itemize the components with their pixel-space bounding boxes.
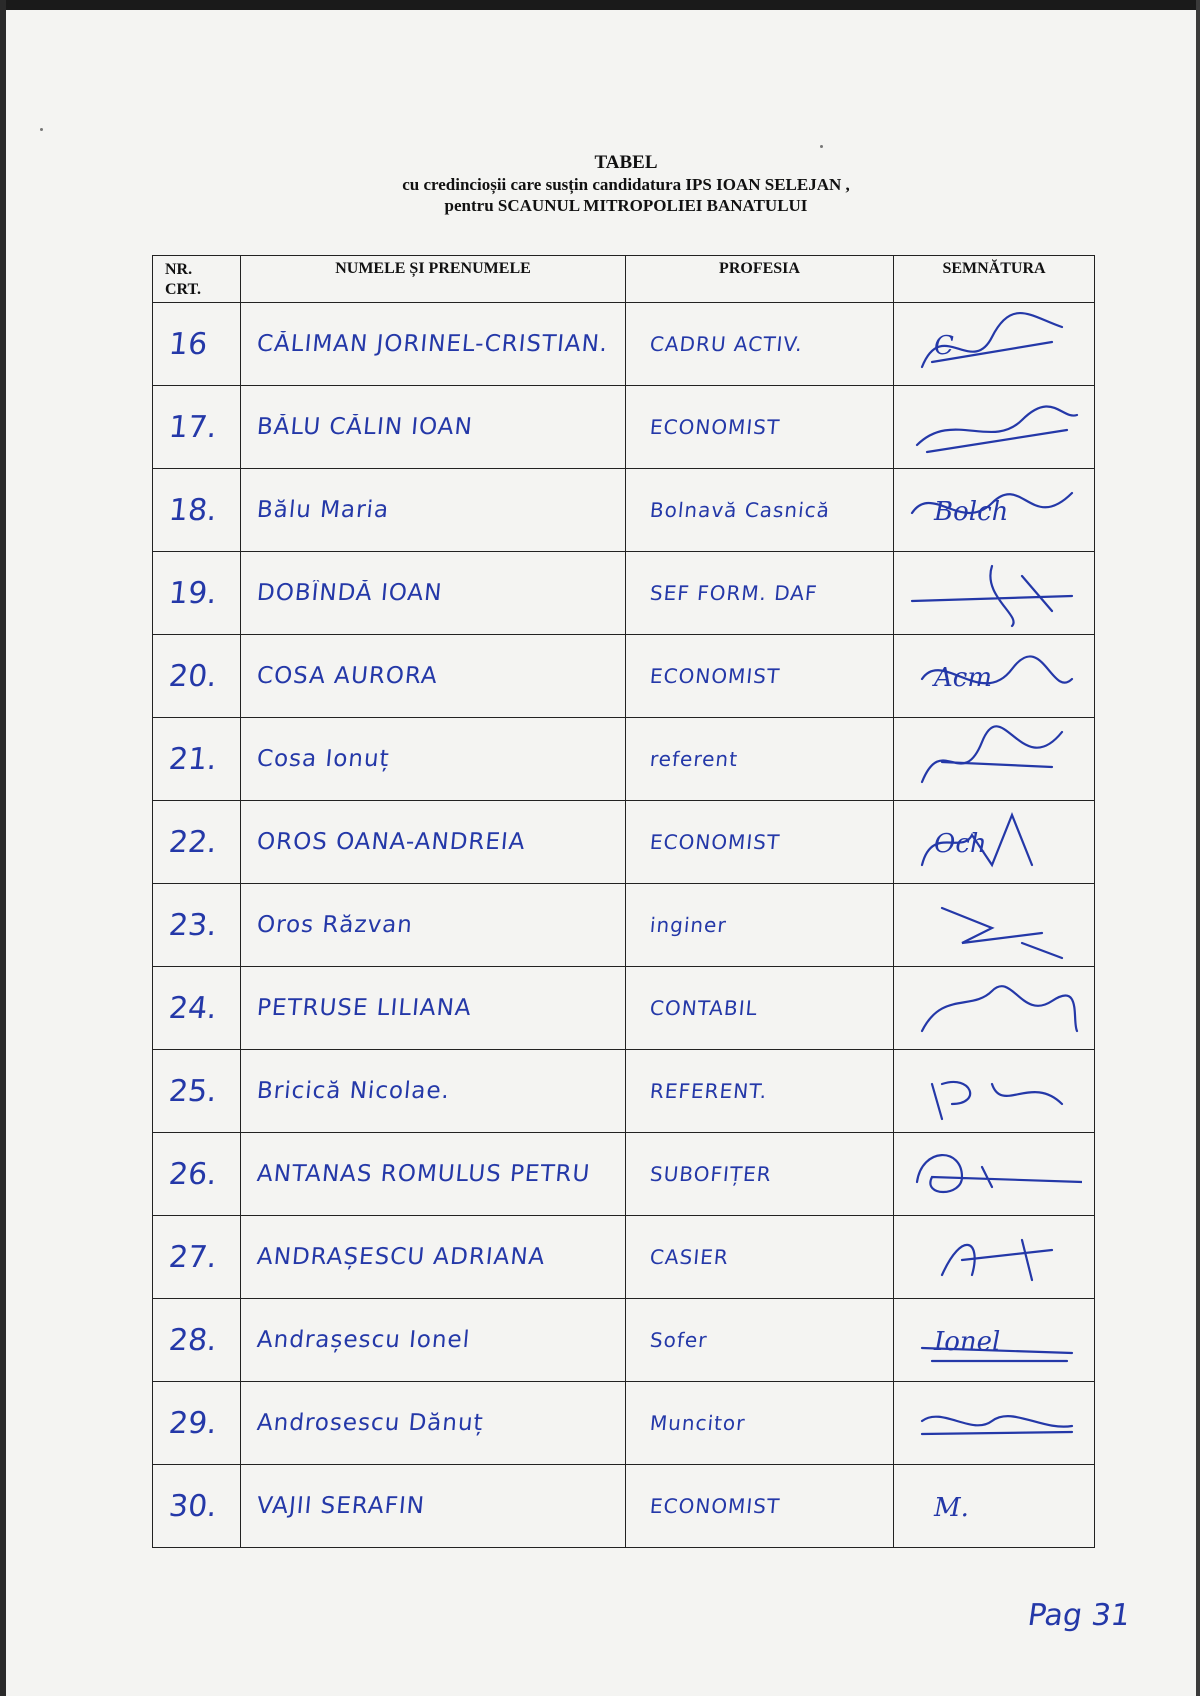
person-profession: REFERENT. [648,1079,769,1103]
column-header-signature: SEMNĂTURA [894,256,1095,303]
signature-scribble [902,722,1082,796]
row-number: 16 [167,326,210,362]
signature-cell [894,635,1095,718]
row-number-cell [153,884,241,967]
signature-cell [894,718,1095,801]
person-profession: CADRU ACTIV. [648,332,804,356]
profession-cell [626,303,894,386]
person-name: Bălu Maria [255,497,391,523]
person-profession: Sofer [648,1328,709,1352]
document-subtitle: cu credincioșii care susțin candidatura IPS IOAN SELEJAN , [402,175,850,194]
table-row [153,386,1095,469]
person-profession: referent [648,747,740,771]
signature-scribble [902,1137,1082,1211]
row-number-cell [153,1216,241,1299]
signature-cell [894,801,1095,884]
row-number: 29. [167,1405,219,1441]
row-number: 28. [167,1322,219,1358]
person-name: CĂLIMAN JORINEL-CRISTIAN. [255,331,610,357]
signature-stroke [942,1240,1052,1280]
table-row [153,967,1095,1050]
row-number-cell [153,1133,241,1216]
profession-cell [626,469,894,552]
person-name: COSA AURORA [255,663,439,689]
row-number: 27. [167,1239,219,1275]
person-profession: CONTABIL [648,996,759,1020]
row-number-cell [153,386,241,469]
name-cell [241,801,626,884]
row-number-cell [153,1382,241,1465]
profession-cell [626,801,894,884]
name-cell [241,386,626,469]
row-number-cell [153,635,241,718]
supporters-table [152,255,1095,1548]
signature-cell [894,1133,1095,1216]
name-cell [241,1299,626,1382]
table-row [153,801,1095,884]
table-row [153,1299,1095,1382]
signature-text: M. [934,1493,969,1523]
signature-cell [894,386,1095,469]
profession-cell [626,967,894,1050]
row-number: 26. [167,1156,219,1192]
signature-text: Och [934,829,987,859]
profession-cell [626,1299,894,1382]
table-row [153,469,1095,552]
row-number-cell [153,303,241,386]
name-cell [241,1133,626,1216]
person-name: ANTANAS ROMULUS PETRU [255,1161,592,1187]
signature-stroke [942,908,1062,958]
row-number: 23. [167,907,219,943]
column-header-nr-label: NR. CRT. [165,261,202,298]
column-header-name: NUMELE ȘI PRENUMELE [241,256,626,303]
signature-scribble [902,888,1082,962]
signature-cell [894,1299,1095,1382]
signature-stroke [912,566,1072,626]
signature-text: Acm [934,663,992,693]
column-header-profession: PROFESIA [626,256,894,303]
profession-cell [626,552,894,635]
person-profession: ECONOMIST [648,415,782,439]
person-name: PETRUSE LILIANA [255,995,473,1021]
row-number-cell [153,801,241,884]
profession-cell [626,1465,894,1548]
row-number-cell [153,718,241,801]
scan-speck [820,145,823,148]
row-number: 21. [167,741,219,777]
scan-speck [40,128,43,131]
name-cell [241,1216,626,1299]
name-cell [241,884,626,967]
scan-edge [0,0,1200,10]
signature-scribble [902,639,1082,713]
table-row [153,718,1095,801]
document-title: TABEL [594,152,658,173]
table-row [153,552,1095,635]
row-number: 18. [167,492,219,528]
table-row [153,1382,1095,1465]
name-cell [241,967,626,1050]
table-header-row [153,256,1095,303]
scan-edge [0,0,6,1696]
name-cell [241,1465,626,1548]
column-header-nr [153,256,241,303]
name-cell [241,469,626,552]
name-cell [241,303,626,386]
profession-cell [626,1216,894,1299]
person-profession: ECONOMIST [648,830,782,854]
person-profession: SUBOFIȚER [648,1162,773,1186]
name-cell [241,1050,626,1133]
signature-stroke [922,986,1077,1031]
table-row [153,884,1095,967]
signature-cell [894,1382,1095,1465]
row-number: 17. [167,409,219,445]
person-name: DOBÎNDĂ IOAN [255,580,444,606]
signature-text: Bolch [934,497,1009,527]
person-name: OROS OANA-ANDREIA [255,829,527,855]
row-number-cell [153,469,241,552]
person-name: Bricică Nicolae. [255,1078,452,1104]
row-number: 19. [167,575,219,611]
person-name: VAJII SERAFIN [255,1493,426,1519]
signature-cell [894,303,1095,386]
table-row [153,1050,1095,1133]
signature-stroke [917,406,1077,452]
row-number-cell [153,1465,241,1548]
signature-scribble [902,1220,1082,1294]
signature-cell [894,1216,1095,1299]
person-name: ANDRAȘESCU ADRIANA [255,1244,547,1270]
profession-cell [626,635,894,718]
name-cell [241,1382,626,1465]
table-row [153,303,1095,386]
signature-scribble [902,1054,1082,1128]
row-number: 30. [167,1488,219,1524]
signature-cell [894,1050,1095,1133]
person-profession: Bolnavă Casnică [648,498,832,522]
table-row [153,1465,1095,1548]
row-number-cell [153,1050,241,1133]
profession-cell [626,884,894,967]
name-cell [241,552,626,635]
signature-scribble [902,390,1082,464]
signature-stroke [922,1416,1072,1434]
person-name: Cosa Ionuț [255,746,391,772]
page-number-note: Pag 31 [1025,1598,1133,1633]
document-header [150,152,1102,216]
signature-scribble [902,556,1082,630]
signature-scribble [902,307,1082,381]
person-name: Androsescu Dănuț [255,1410,485,1436]
table-row [153,1216,1095,1299]
profession-cell [626,1050,894,1133]
signature-cell [894,552,1095,635]
person-profession: inginer [648,913,728,937]
document-subtitle: pentru SCAUNUL MITROPOLIEI BANATULUI [444,196,808,215]
signature-cell [894,469,1095,552]
table-row [153,1133,1095,1216]
signature-text: C [934,331,954,361]
row-number: 22. [167,824,219,860]
row-number: 24. [167,990,219,1026]
person-profession: ECONOMIST [648,1494,782,1518]
person-profession: Muncitor [648,1411,747,1435]
signature-cell [894,967,1095,1050]
profession-cell [626,386,894,469]
person-name: Andrașescu Ionel [255,1327,472,1353]
signature-scribble [902,971,1082,1045]
signature-scribble [902,1386,1082,1460]
signature-cell [894,1465,1095,1548]
person-name: Oros Răzvan [255,912,414,938]
profession-cell [626,718,894,801]
name-cell [241,718,626,801]
scan-edge [1196,0,1200,1696]
person-profession: ECONOMIST [648,664,782,688]
signature-scribble [902,805,1082,879]
table-row [153,635,1095,718]
signature-stroke [922,726,1062,782]
row-number: 20. [167,658,219,694]
row-number-cell [153,1299,241,1382]
profession-cell [626,1382,894,1465]
signature-stroke [917,1155,1082,1192]
row-number-cell [153,967,241,1050]
person-profession: SEF FORM. DAF [648,581,819,605]
signature-cell [894,884,1095,967]
person-name: BĂLU CĂLIN IOAN [255,414,474,440]
signature-text: Ionel [934,1327,1001,1357]
signature-stroke [932,1082,1062,1119]
row-number-cell [153,552,241,635]
name-cell [241,635,626,718]
profession-cell [626,1133,894,1216]
row-number: 25. [167,1073,219,1109]
person-profession: CASIER [648,1245,730,1269]
